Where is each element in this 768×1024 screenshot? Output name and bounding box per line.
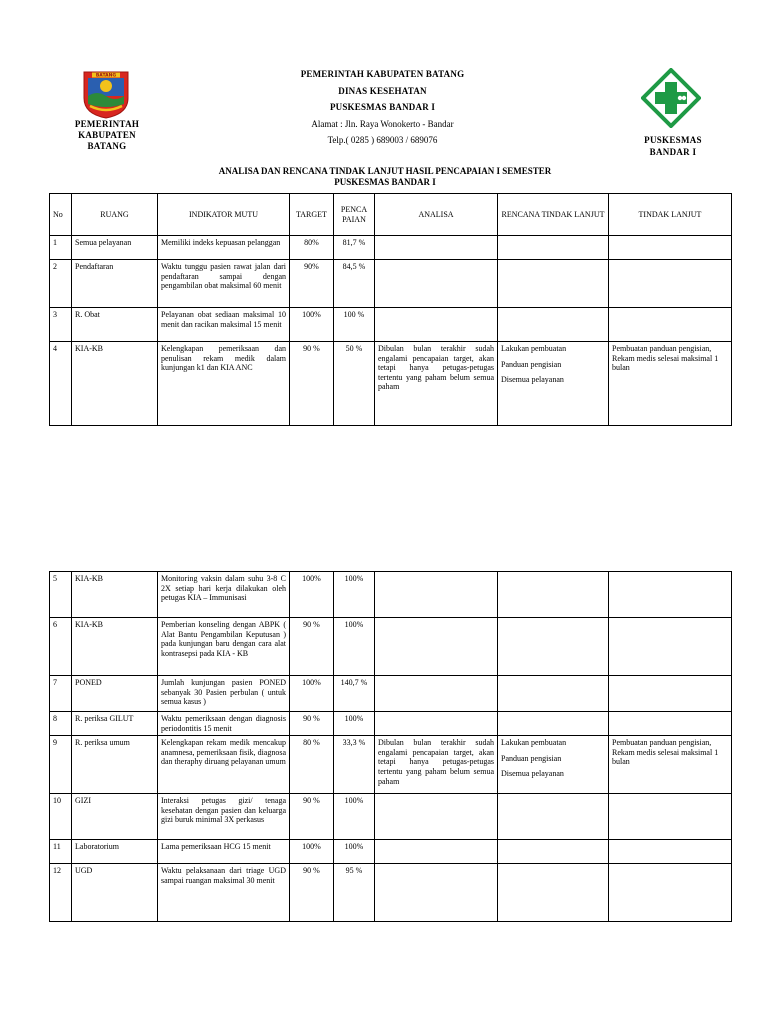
- letterhead-phone: Telp.( 0285 ) 689003 / 689076: [327, 135, 438, 145]
- cell-no: 11: [50, 840, 72, 864]
- cell-no: 1: [50, 236, 72, 260]
- cell-target: 80 %: [290, 736, 334, 794]
- cell-ruang: KIA-KB: [72, 572, 158, 618]
- cell-pencapaian: 84,5 %: [334, 260, 375, 308]
- rencana-line: Panduan pengisian: [501, 359, 562, 369]
- table-row: [50, 712, 732, 736]
- cell-analisa: [375, 840, 498, 864]
- cell-indikator: Pemberian konseling dengan ABPK ( Alat Bantu Pengambilan Keputusan ) pada kunjungan baru dengan cara alat kontrasepsi pada KIA - KB: [158, 618, 290, 676]
- gov-label-line-3: BATANG: [87, 141, 127, 151]
- puskesmas-logo: [641, 68, 701, 128]
- cell-rencana: [498, 236, 609, 260]
- table-row: [50, 840, 732, 864]
- cell-analisa: Dibulan bulan terakhir sudah engalami pencapaian target, akan tetapi hanya petugas-petugas tertentu yang paham belum semua paham: [375, 736, 498, 794]
- letterhead-puskesmas: PUSKESMAS BANDAR I: [329, 102, 436, 112]
- cell-analisa: [375, 260, 498, 308]
- table-header-row: [50, 194, 732, 236]
- cell-no: 4: [50, 342, 72, 426]
- cell-indikator: Memiliki indeks kepuasan pelanggan: [158, 236, 290, 260]
- table-row: [50, 794, 732, 840]
- cell-no: 5: [50, 572, 72, 618]
- cell-rencana: [498, 308, 609, 342]
- document-title: [150, 166, 620, 188]
- table-row: [50, 864, 732, 922]
- cell-indikator: Pelayanan obat sediaan maksimal 10 menit dan racikan maksimal 15 menit: [158, 308, 290, 342]
- table-row: [50, 308, 732, 342]
- cell-target: 90 %: [290, 618, 334, 676]
- cell-target: 100%: [290, 308, 334, 342]
- header-rencana: RENCANA TINDAK LANJUT: [498, 194, 609, 236]
- table-row: [50, 572, 732, 618]
- header-analisa: ANALISA: [375, 194, 498, 236]
- cell-ruang: R. periksa GILUT: [72, 712, 158, 736]
- cell-rencana: [498, 864, 609, 922]
- cell-ruang: KIA-KB: [72, 618, 158, 676]
- cell-target: 90 %: [290, 712, 334, 736]
- puskesmas-label: [628, 134, 718, 158]
- table-row: [50, 236, 732, 260]
- table-body-part-1: [50, 236, 732, 426]
- cell-analisa: [375, 236, 498, 260]
- batang-regency-emblem: [80, 68, 132, 120]
- cell-ruang: PONED: [72, 676, 158, 712]
- cell-target: 100%: [290, 572, 334, 618]
- analysis-table-part-2: [49, 571, 732, 922]
- header-ruang: RUANG: [72, 194, 158, 236]
- cell-ruang: R. Obat: [72, 308, 158, 342]
- cell-analisa: [375, 864, 498, 922]
- letterhead-address: Alamat : Jln. Raya Wonokerto - Bandar: [311, 118, 454, 129]
- analysis-table-part-1: [49, 193, 732, 426]
- cell-indikator: Waktu pemeriksaan dengan diagnosis periodontitis 15 menit: [158, 712, 290, 736]
- cell-target: 90 %: [290, 864, 334, 922]
- cell-tindak: [609, 840, 732, 864]
- header-no: No: [50, 194, 72, 236]
- government-label: [62, 119, 152, 152]
- cell-pencapaian: 100%: [334, 712, 375, 736]
- cell-analisa: [375, 712, 498, 736]
- rencana-line: Lakukan pembuatan: [501, 738, 567, 748]
- cell-indikator: Waktu tunggu pasien rawat jalan dari pendaftaran sampai dengan pengambilan obat maksimal 60 menit: [158, 260, 290, 308]
- header-indikator: INDIKATOR MUTU: [158, 194, 290, 236]
- cell-no: 9: [50, 736, 72, 794]
- cell-tindak: [609, 618, 732, 676]
- rencana-line: Disemua pelayanan: [501, 769, 564, 779]
- cell-rencana: [498, 342, 609, 426]
- cell-indikator: Kelengkapan pemeriksaan dan penulisan rekam medik dalam kunjungan k1 dan KIA ANC: [158, 342, 290, 426]
- cell-tindak: [609, 236, 732, 260]
- table-row: [50, 736, 732, 794]
- cell-tindak: Pembuatan panduan pengisian, Rekam medis selesai maksimal 1 bulan: [609, 342, 732, 426]
- cell-tindak: [609, 308, 732, 342]
- header-pencapaian: PENCA PAIAN: [334, 194, 375, 236]
- gov-label-line-2: KABUPATEN: [78, 130, 136, 140]
- cell-analisa: Dibulan bulan terakhir sudah engalami pencapaian target, akan tetapi hanya petugas-petugas tertentu yang paham belum semua paham: [375, 342, 498, 426]
- cell-rencana: [498, 794, 609, 840]
- cell-ruang: KIA-KB: [72, 342, 158, 426]
- table-row: [50, 676, 732, 712]
- cell-target: 90%: [290, 260, 334, 308]
- cell-pencapaian: 95 %: [334, 864, 375, 922]
- cell-tindak: [609, 794, 732, 840]
- cell-indikator: Waktu pelaksanaan dari triage UGD sampai ruangan maksimal 30 menit: [158, 864, 290, 922]
- cell-analisa: [375, 618, 498, 676]
- cell-no: 10: [50, 794, 72, 840]
- cell-tindak: [609, 864, 732, 922]
- table-row: [50, 618, 732, 676]
- cell-rencana: [498, 618, 609, 676]
- cell-target: 80%: [290, 236, 334, 260]
- cell-tindak: [609, 572, 732, 618]
- cell-no: 6: [50, 618, 72, 676]
- cell-indikator: Lama pemeriksaan HCG 15 menit: [158, 840, 290, 864]
- cell-no: 12: [50, 864, 72, 922]
- cell-tindak: [609, 260, 732, 308]
- title-line-2: PUSKESMAS BANDAR I: [334, 177, 436, 187]
- cell-pencapaian: 33,3 %: [334, 736, 375, 794]
- cell-pencapaian: 81,7 %: [334, 236, 375, 260]
- cell-analisa: [375, 676, 498, 712]
- pkm-label-line-2: BANDAR I: [649, 147, 697, 157]
- header-tindak: TINDAK LANJUT: [609, 194, 732, 236]
- cell-pencapaian: 100%: [334, 840, 375, 864]
- cell-no: 3: [50, 308, 72, 342]
- cell-indikator: Kelengkapan rekam medik mencakup anamnesa, pemeriksaan fisik, diagnosa dan theraphy diruang pelayanan umum: [158, 736, 290, 794]
- rencana-line: Panduan pengisian: [501, 753, 562, 763]
- cell-ruang: R. periksa umum: [72, 736, 158, 794]
- rencana-line: Disemua pelayanan: [501, 375, 564, 385]
- cell-ruang: Semua pelayanan: [72, 236, 158, 260]
- cell-target: 100%: [290, 840, 334, 864]
- cell-rencana: [498, 572, 609, 618]
- cell-rencana: [498, 260, 609, 308]
- pkm-label-line-1: PUSKESMAS: [644, 135, 702, 145]
- cell-pencapaian: 140,7 %: [334, 676, 375, 712]
- cell-analisa: [375, 572, 498, 618]
- letterhead: [235, 66, 530, 149]
- title-line-1: ANALISA DAN RENCANA TINDAK LANJUT HASIL PENCAPAIAN I SEMESTER: [218, 166, 552, 176]
- cell-rencana: [498, 676, 609, 712]
- cell-tindak: [609, 712, 732, 736]
- cell-indikator: Interaksi petugas gizi/ tenaga kesehatan dengan pasien dan keluarga gizi buruk minimal 3X perkasus: [158, 794, 290, 840]
- header-target: TARGET: [290, 194, 334, 236]
- cell-tindak: Pembuatan panduan pengisian, Rekam medis selesai maksimal 1 bulan: [609, 736, 732, 794]
- rencana-line: Lakukan pembuatan: [501, 344, 567, 353]
- cell-ruang: GIZI: [72, 794, 158, 840]
- cell-indikator: Monitoring vaksin dalam suhu 3-8 C 2X setiap hari kerja dilakukan oleh petugas KIA – Immunisasi: [158, 572, 290, 618]
- cell-rencana: [498, 736, 609, 794]
- cell-pencapaian: 100 %: [334, 308, 375, 342]
- cell-ruang: UGD: [72, 864, 158, 922]
- cell-pencapaian: 100%: [334, 618, 375, 676]
- letterhead-office: DINAS KESEHATAN: [338, 85, 427, 96]
- cell-target: 90 %: [290, 794, 334, 840]
- cell-analisa: [375, 794, 498, 840]
- cell-pencapaian: 100%: [334, 572, 375, 618]
- cell-no: 8: [50, 712, 72, 736]
- table-row: [50, 260, 732, 308]
- gov-label-line-1: PEMERINTAH: [74, 119, 140, 129]
- table-row: [50, 342, 732, 426]
- emblem-text: BATANG: [95, 73, 117, 79]
- cell-no: 2: [50, 260, 72, 308]
- cell-analisa: [375, 308, 498, 342]
- cell-pencapaian: 100%: [334, 794, 375, 840]
- cell-rencana: [498, 712, 609, 736]
- cell-rencana: [498, 840, 609, 864]
- cell-ruang: Laboratorium: [72, 840, 158, 864]
- table-body-part-2: [50, 572, 732, 922]
- cell-ruang: Pendaftaran: [72, 260, 158, 308]
- cell-target: 90 %: [290, 342, 334, 426]
- cell-target: 100%: [290, 676, 334, 712]
- cell-tindak: [609, 676, 732, 712]
- letterhead-government: PEMERINTAH KABUPATEN BATANG: [300, 69, 465, 79]
- cell-indikator: Jumlah kunjungan pasien PONED sebanyak 30 Pasien perbulan ( untuk semua kasus ): [158, 676, 290, 712]
- cell-no: 7: [50, 676, 72, 712]
- cell-pencapaian: 50 %: [334, 342, 375, 426]
